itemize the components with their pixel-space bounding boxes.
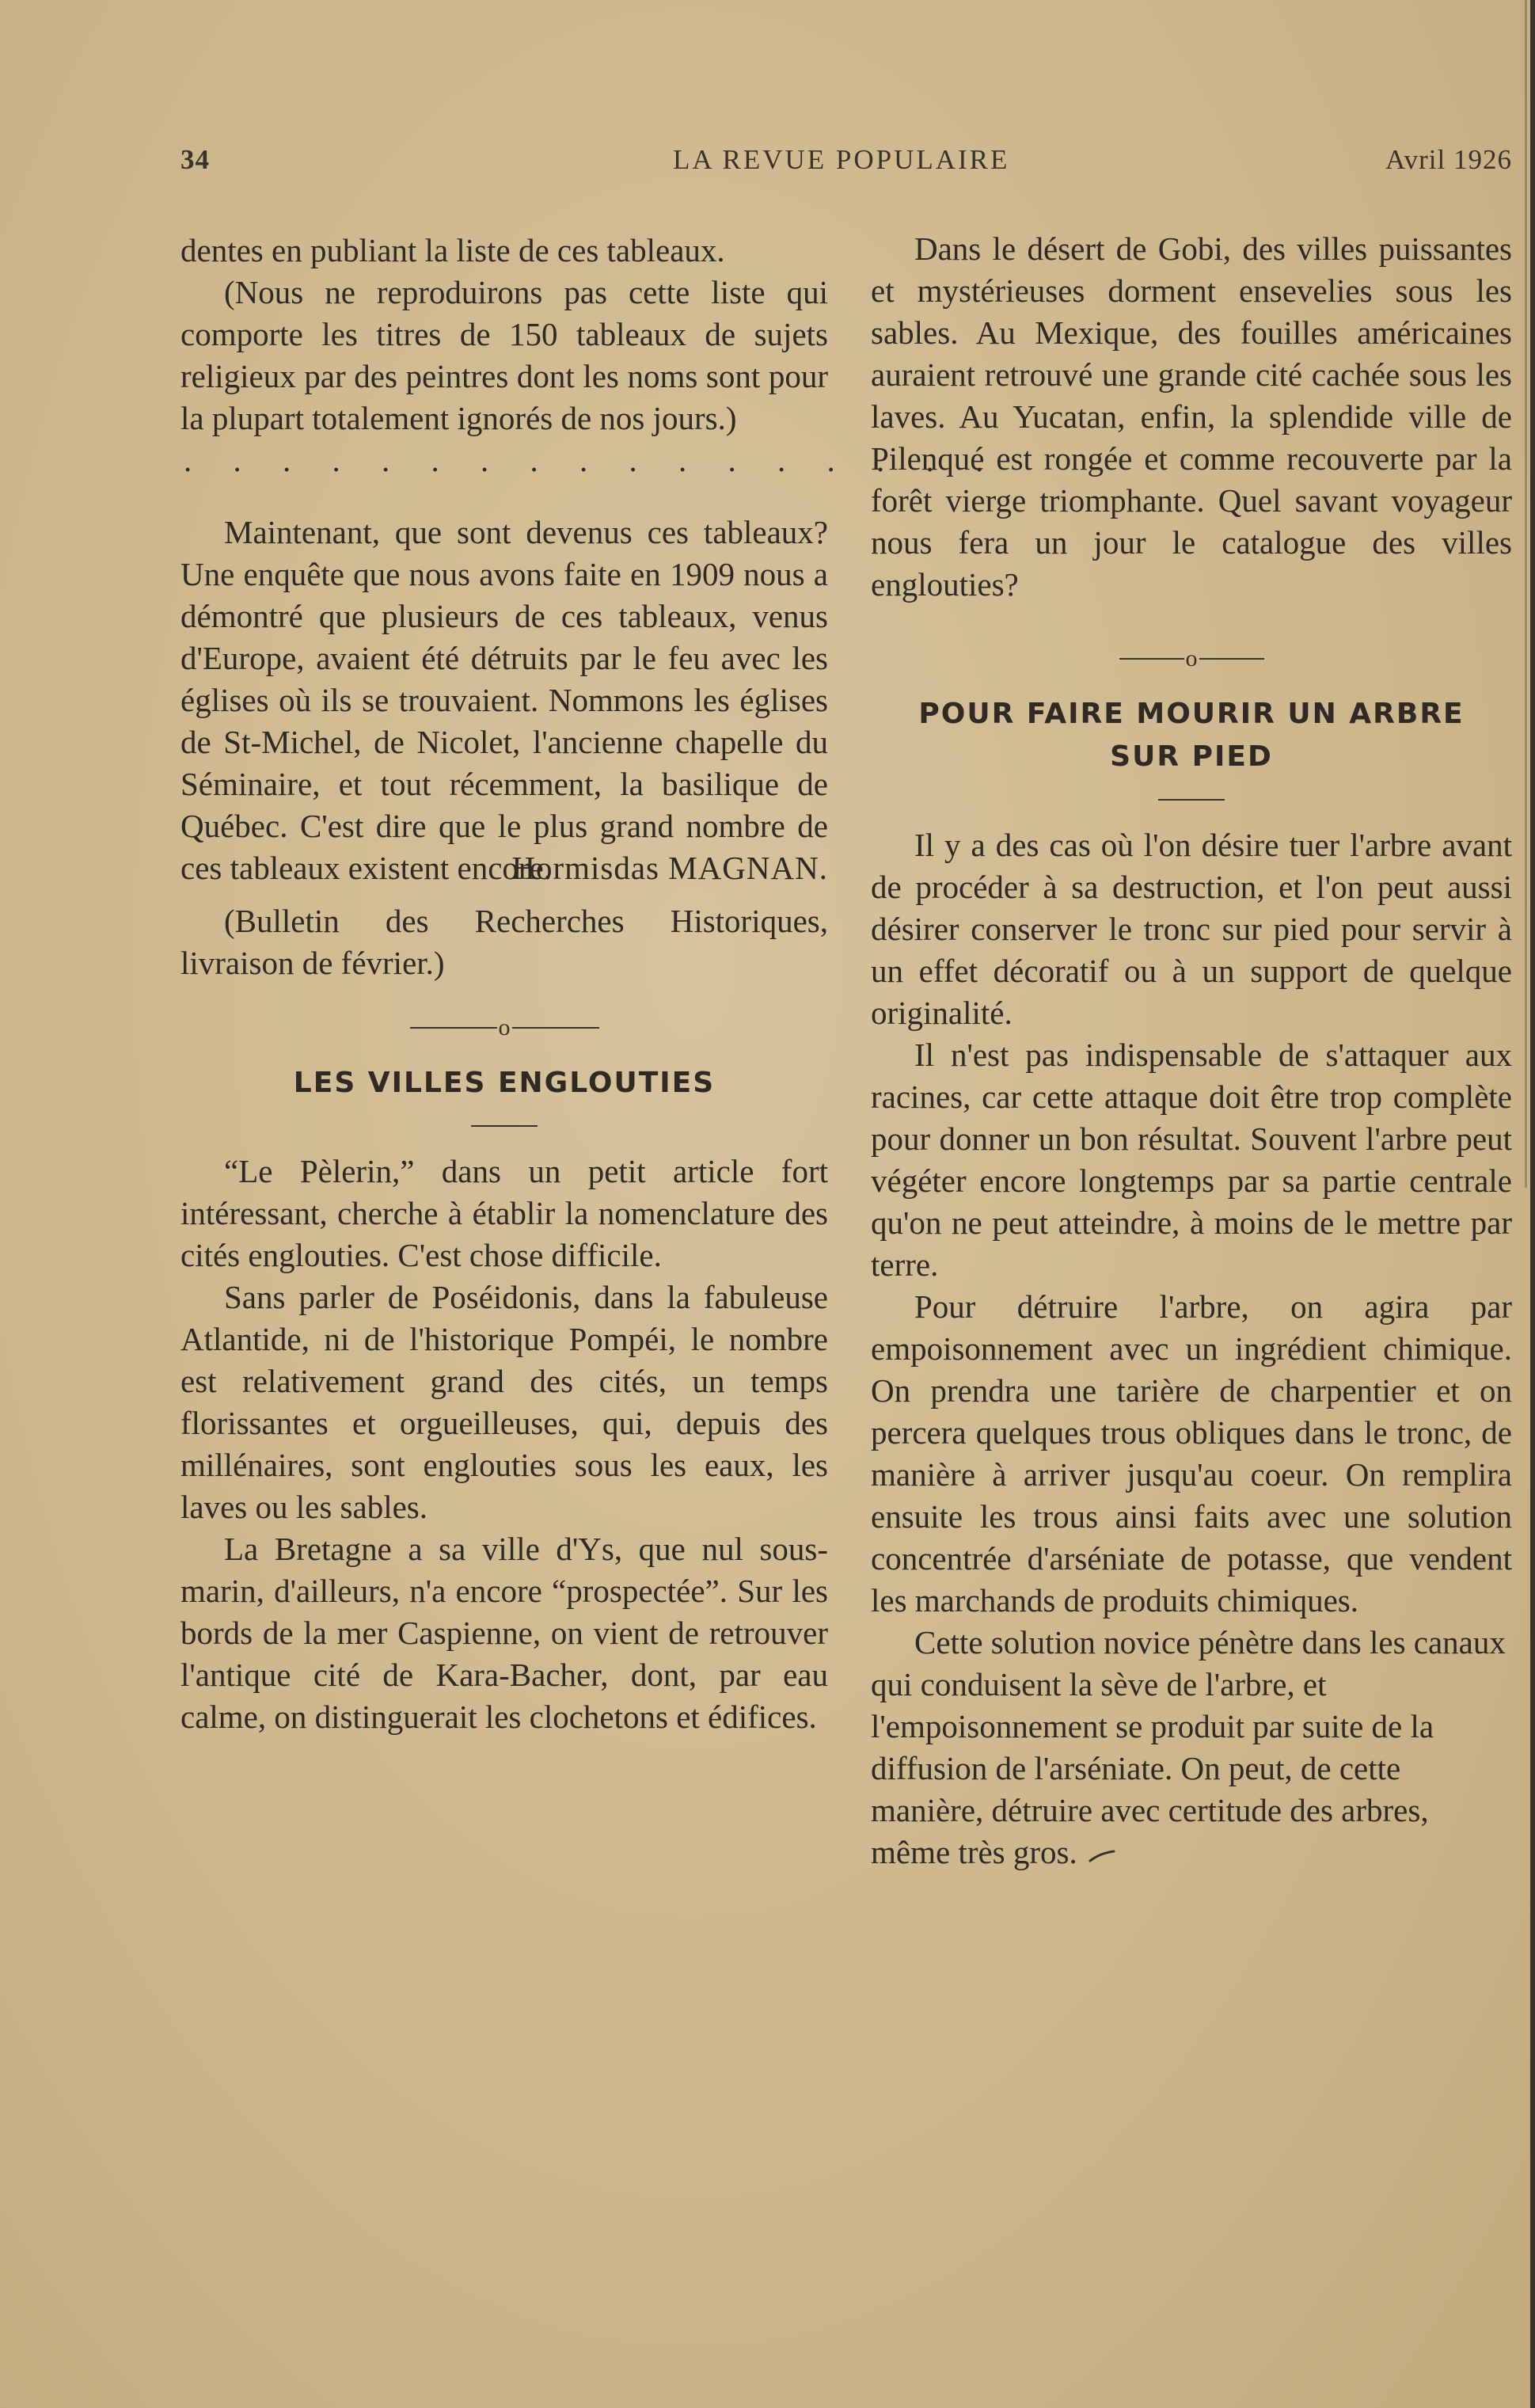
paragraph	[871, 1622, 1512, 1874]
paragraph-text: Cette solution novice pénètre dans les canaux qui conduisent la sève de l'arbre, et l'empoisonnement se produit par suite de la diffusion de l'arséniate. On peut, de cette manière, détruire avec certitude des arbres, même très gros.	[871, 1624, 1506, 1871]
paragraph: Pour détruire l'arbre, on agira par empoisonnement avec un ingrédient chimique. On prendra une tarière de charpentier et on percera quelques trous obliques dans le tronc, de manière à arriver jusqu'au coeur. On remplira ensuite les trous ainsi faits avec une solution concentrée d'arséniate de potasse, que vendent les marchands de produits chimiques.	[871, 1288, 1512, 1619]
ellipsis-row: . . . . . . . . . . . . . . . . .	[184, 442, 1001, 478]
section-heading	[871, 693, 1512, 778]
section-separator	[871, 637, 1512, 679]
issue-date: Avril 1926	[1385, 144, 1512, 175]
separator-mark: o	[498, 1014, 511, 1041]
separator-mark: o	[1185, 645, 1198, 672]
section-separator	[180, 1006, 828, 1048]
paragraph: Dans le désert de Gobi, des villes puissantes et mystérieuses dorment ensevelies sous les sables. Au Mexique, des fouilles américaines auraient retrouvé une grande cité cachée sous les laves. Au Yucatan, enfin, la splendide ville de Pilenqué est rongée et comme recouverte par la forêt vierge triomphante. Quel savant voyageur nous fera un jour le catalogue des villes englouties?	[871, 230, 1512, 603]
section-heading: LES VILLES ENGLOUTIES	[293, 1067, 716, 1100]
paragraph: Il n'est pas indispensable de s'attaquer aux racines, car cette attaque doit être trop complète pour donner un bon résultat. Souvent l'arbre peut végéter encore longtemps par sa partie centrale qu'on ne peut atteindre, à moins de le mettre par terre.	[871, 1037, 1512, 1284]
right-column	[871, 228, 1512, 1874]
heading-line-1: POUR FAIRE MOURIR UN ARBRE	[918, 698, 1465, 731]
heading-rule	[471, 1125, 538, 1127]
paragraph: Il y a des cas où l'on désire tuer l'arbre avant de procéder à sa destruction, et l'on peut aussi désirer conserver le tronc sur pied pour servir à un effet décoratif ou à un support de quelque originalité.	[871, 827, 1512, 1032]
page-edge-line	[1525, 0, 1527, 1188]
publication-title: LA REVUE POPULAIRE	[673, 144, 1010, 175]
left-column	[180, 230, 1001, 1738]
source-citation: (Bulletin des Recherches Historiques, livraison de février.)	[180, 903, 828, 981]
paragraph: (Nous ne reproduirons pas cette liste qui comporte les titres de 150 tableaux de sujets religieux par des peintres dont les noms sont pour la plupart totalement ignorés de nos jours.)	[180, 274, 828, 436]
paragraph: La Bretagne a sa ville d'Ys, que nul sous-marin, d'ailleurs, n'a encore “prospectée”. Sur les bords de la mer Caspienne, on vient de retrouver l'antique cité de Kara-Bacher, dont, par eau calme, on distinguerait les clochetons et édifices.	[180, 1531, 828, 1736]
paragraph: “Le Pèlerin,” dans un petit article fort intéressant, cherche à établir la nomenclature des cités englouties. C'est chose difficile.	[180, 1153, 828, 1274]
page-edge-shadow	[1530, 0, 1535, 2408]
paragraph: Maintenant, que sont devenus ces tableaux? Une enquête que nous avons faite en 1909 nous a démontré que plusieurs de ces tableaux, venus d'Europe, avaient été détruits par le feu avec les églises où ils se trouvaient. Nommons les églises de St-Michel, de Nicolet, l'ancienne chapelle du Séminaire, et tout récemment, la basilique de Québec. C'est dire que le plus grand nombre de ces tableaux existent encore.	[180, 514, 828, 886]
running-header	[180, 144, 1512, 192]
page-number: 34	[180, 144, 210, 175]
heading-line-2: SUR PIED	[1110, 740, 1273, 774]
paragraph: dentes en publiant la liste de ces tableaux.	[180, 232, 725, 268]
pencil-mark-icon	[1087, 1848, 1119, 1864]
heading-rule	[1158, 799, 1225, 801]
paragraph: Sans parler de Poséidonis, dans la fabuleuse Atlantide, ni de l'historique Pompéi, le nombre est relativement grand des cités, un temps florissantes et orgueilleuses, qui, depuis des millénaires, sont englouties sous les eaux, les laves ou les sables.	[180, 1279, 828, 1526]
author-signature: Hormisdas MAGNAN.	[511, 850, 828, 886]
